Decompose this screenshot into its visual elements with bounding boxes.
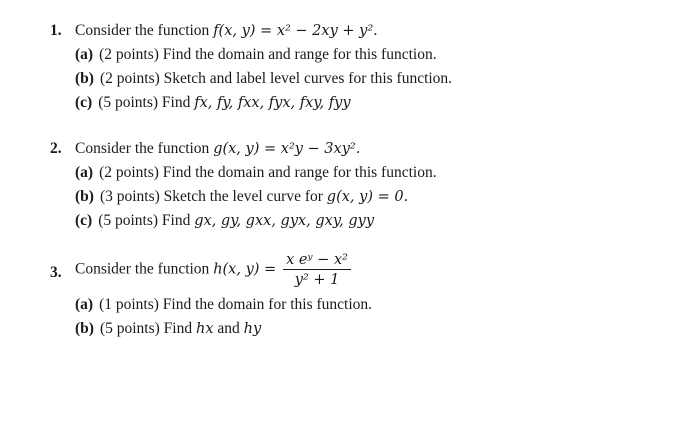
part-label: (c)	[75, 94, 93, 111]
statement-text: Consider the function	[75, 260, 210, 278]
part-a	[75, 46, 437, 64]
part-b	[75, 188, 408, 206]
part-label: (b)	[75, 188, 94, 205]
fraction-denominator: y² + 1	[294, 272, 340, 288]
part-text: (2 points) Find the domain and range for this function.	[99, 164, 437, 181]
statement-text: Consider the function	[75, 22, 210, 39]
part-c	[75, 94, 351, 112]
part-text: (2 points) Sketch and label level curves for this function.	[99, 70, 453, 87]
fraction-numerator: x eʸ − x²	[283, 252, 351, 270]
part-label: (a)	[75, 164, 94, 181]
function-definition: h(x, y) =	[213, 261, 277, 278]
problem-number: 1.	[50, 22, 62, 39]
part-b	[75, 70, 452, 88]
part-text: (1 points) Find the domain for this function.	[99, 296, 373, 313]
part-b	[75, 320, 261, 338]
part-label: (b)	[75, 70, 94, 87]
problem-statement	[75, 252, 354, 288]
part-label: (c)	[75, 212, 93, 229]
part-label: (a)	[75, 46, 94, 63]
function-definition: f(x, y) = x² − 2xy + y².	[213, 23, 378, 39]
part-text: (5 points) Find	[98, 94, 191, 111]
part-label: (b)	[75, 320, 94, 337]
problem-statement	[75, 22, 378, 40]
part-c	[75, 212, 374, 230]
problem-number: 2.	[50, 140, 62, 157]
derivative-list: fx, fy, fxx, fyx, fxy, fyy	[194, 95, 351, 111]
conjunction: and	[217, 320, 240, 337]
function-fraction	[283, 252, 351, 288]
function-definition: g(x, y) = x²y − 3xy².	[213, 141, 361, 157]
level-curve-equation: g(x, y) = 0.	[326, 189, 409, 205]
part-a	[75, 164, 437, 182]
problem-statement	[75, 140, 360, 158]
derivative-hx: hx	[195, 321, 214, 337]
statement-text: Consider the function	[75, 140, 210, 157]
part-a	[75, 296, 372, 314]
derivative-list: gx, gy, gxx, gyx, gxy, gyy	[194, 213, 375, 229]
part-label: (a)	[75, 296, 94, 313]
problem-number: 3.	[50, 264, 62, 281]
part-text: (3 points) Sketch the level curve for	[99, 188, 323, 205]
part-text: (5 points) Find	[99, 320, 193, 337]
derivative-hy: hy	[243, 321, 262, 337]
part-text: (5 points) Find	[98, 212, 191, 229]
part-text: (2 points) Find the domain and range for this function.	[99, 46, 437, 63]
